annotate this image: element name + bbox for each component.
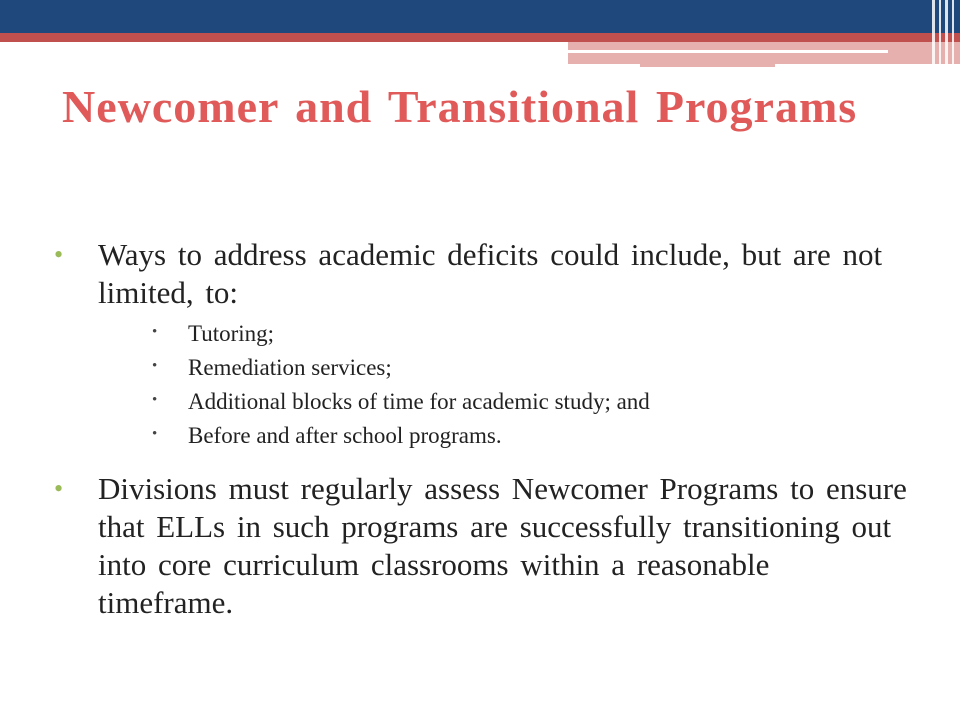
sub-bullet-item: [152, 420, 910, 452]
sub-bullet-list: [50, 318, 910, 452]
header-vertical-lines: [928, 0, 960, 64]
bullet-text: Divisions must regularly assess Newcomer Programs to ensure that ELLs in such programs are successfully transitioning out into core curriculum classrooms within a reasonable timeframe.: [98, 471, 907, 620]
header-bar-navy: [0, 0, 960, 33]
sub-bullet-dot-icon: •: [152, 426, 158, 442]
sub-bullet-dot-icon: •: [152, 392, 158, 408]
sub-bullet-dot-icon: •: [152, 324, 158, 340]
slide-title: Newcomer and Transitional Programs: [62, 81, 858, 132]
header-bar-red: [0, 33, 960, 42]
sub-bullet-item: [152, 352, 910, 384]
bullet-dot-icon: •: [54, 240, 64, 269]
bullet-text: Ways to address academic deficits could include, but are not limited, to:: [98, 237, 883, 310]
sub-bullet-text: Before and after school programs.: [188, 423, 502, 448]
sub-bullet-dot-icon: •: [152, 358, 158, 374]
sub-bullet-text: Additional blocks of time for academic study; and: [188, 389, 650, 414]
header-accent-line: [568, 50, 888, 53]
bullet-item: [50, 470, 910, 622]
bullet-item: [50, 236, 910, 312]
sub-bullet-text: Tutoring;: [188, 321, 275, 346]
sub-bullet-text: Remediation services;: [188, 355, 392, 380]
slide-body: [50, 236, 910, 622]
sub-bullet-item: [152, 386, 910, 418]
header-bar-pink: [568, 42, 960, 64]
header-bar-pink-tail: [640, 64, 775, 67]
bullet-dot-icon: •: [54, 474, 64, 503]
sub-bullet-item: [152, 318, 910, 350]
